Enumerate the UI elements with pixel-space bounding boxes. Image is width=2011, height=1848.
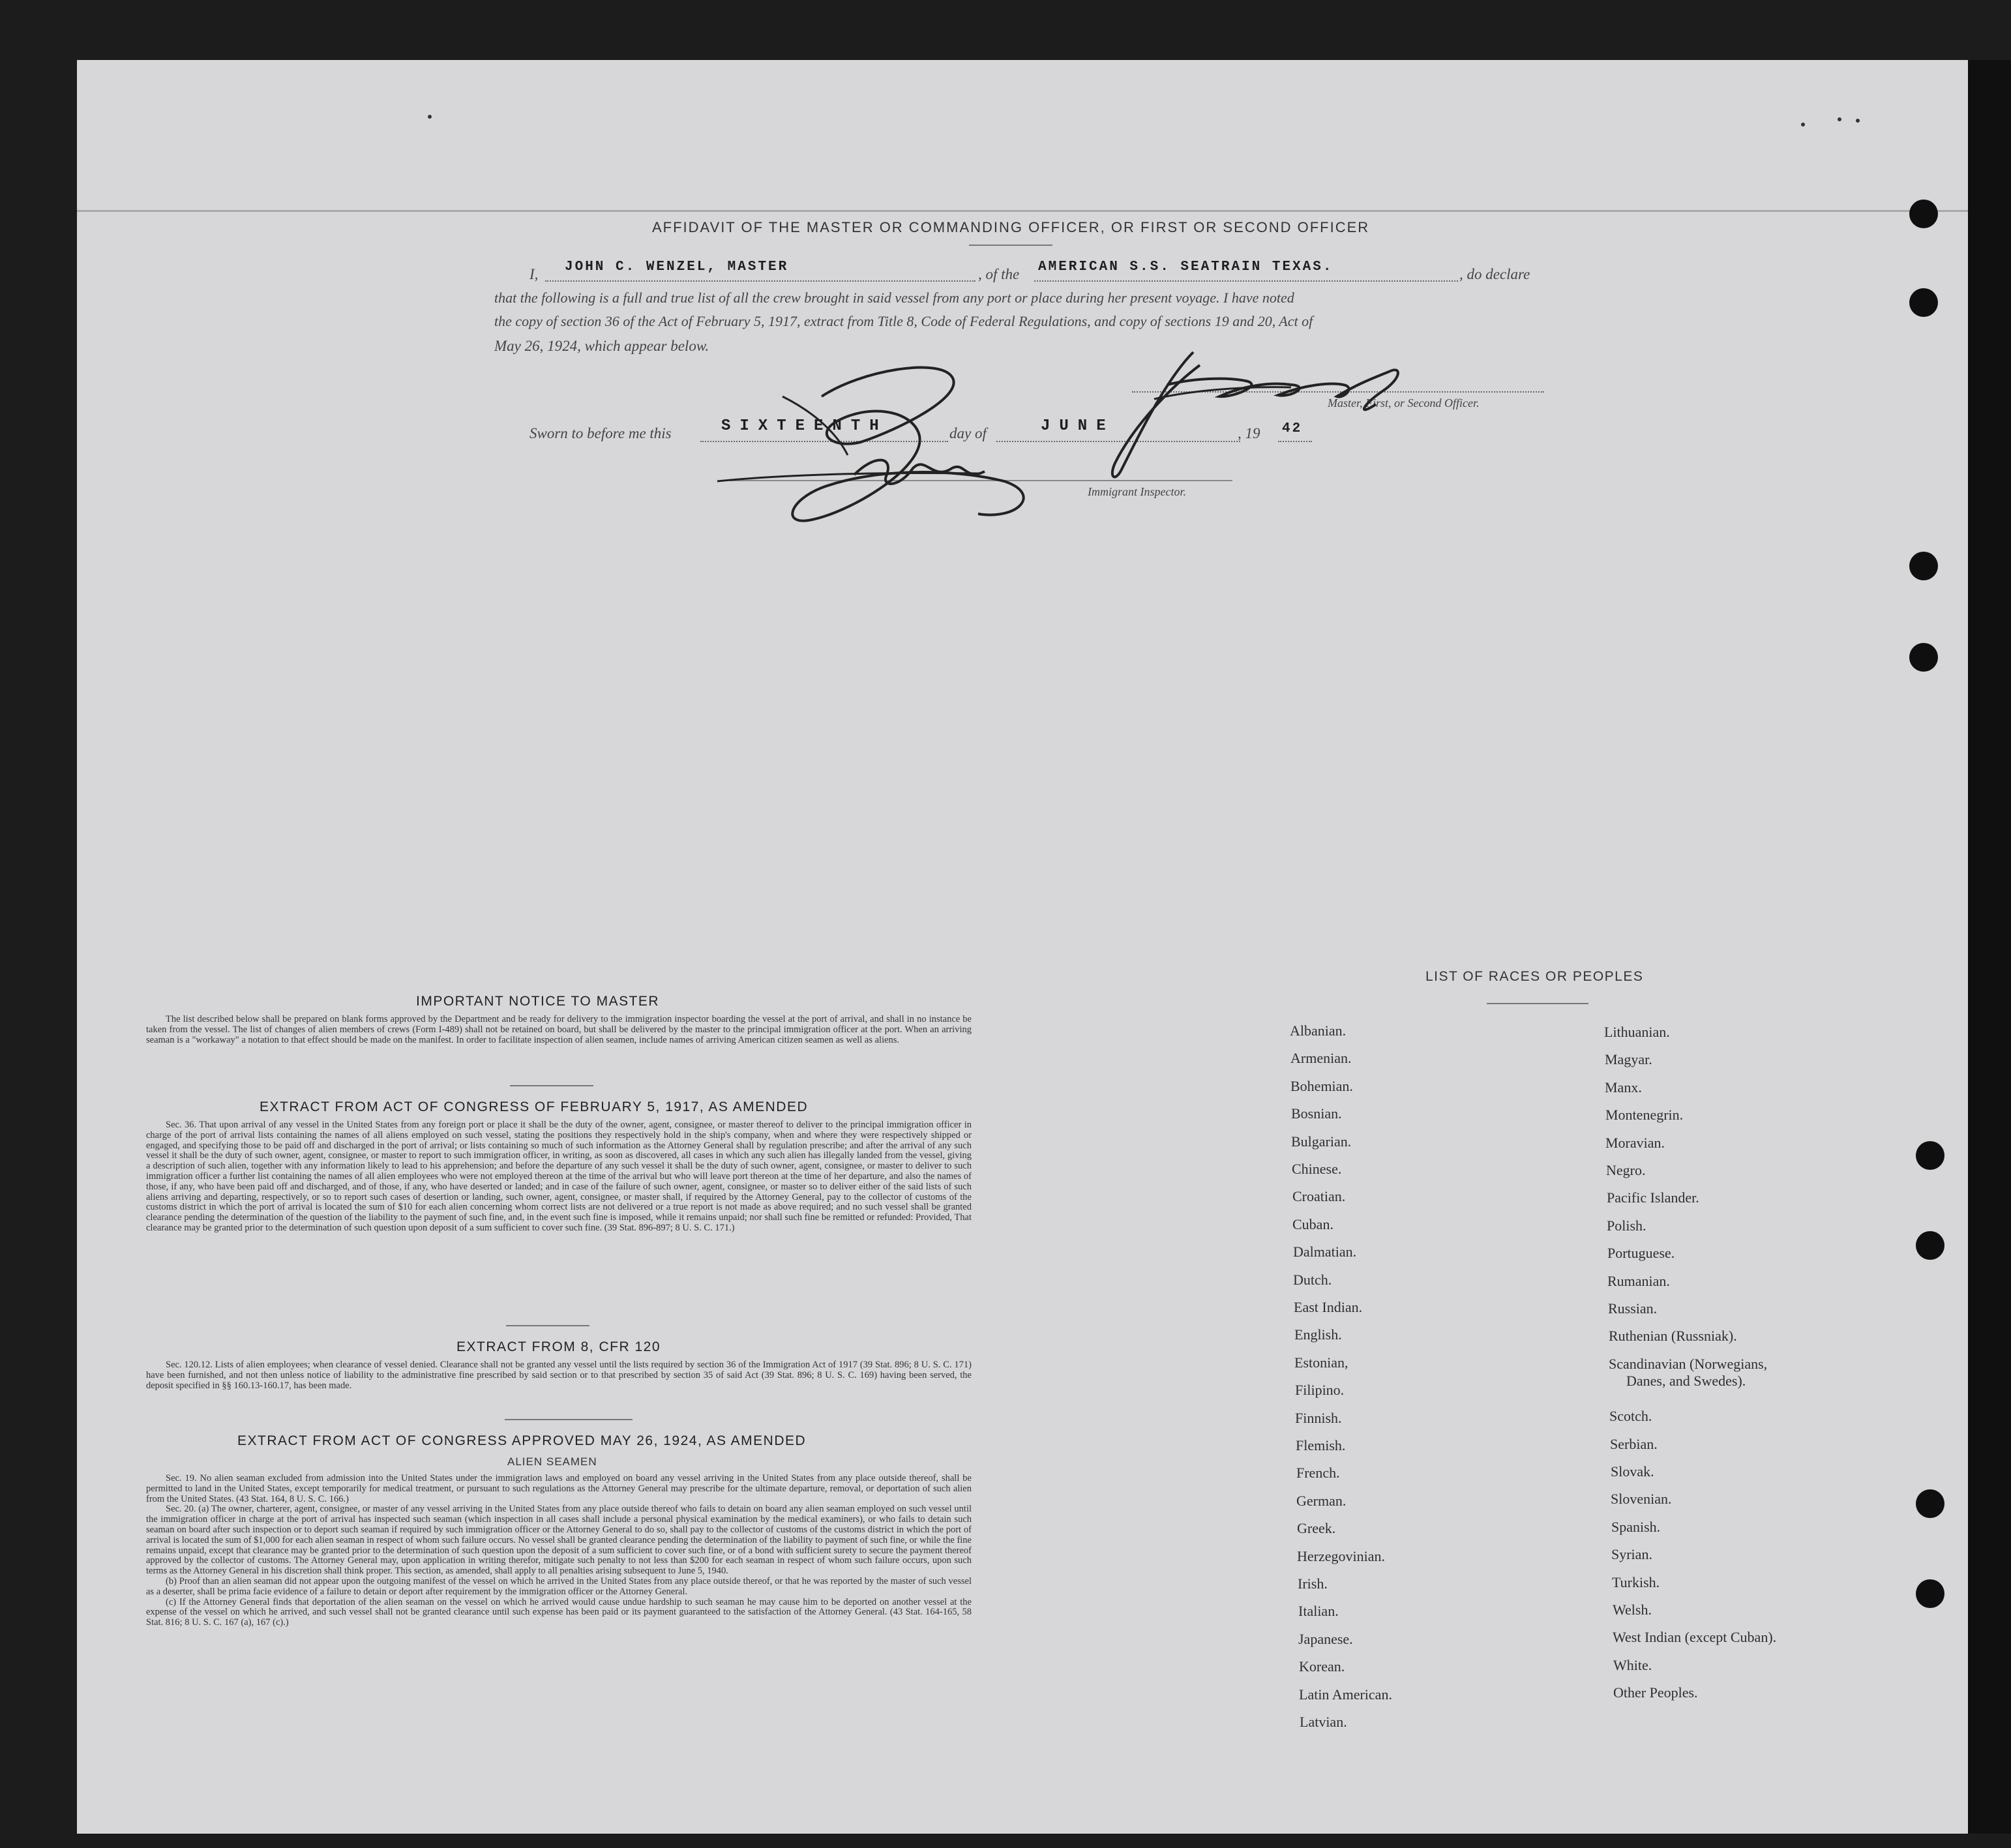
sworn-day: SIXTEENTH bbox=[721, 417, 888, 435]
section-divider bbox=[510, 1085, 593, 1086]
scan-speck bbox=[1856, 119, 1860, 123]
punch-hole bbox=[1916, 1141, 1944, 1170]
race-item: Turkish. bbox=[1612, 1573, 1660, 1590]
race-item: Filipino. bbox=[1295, 1382, 1345, 1399]
punch-hole bbox=[1909, 643, 1938, 672]
scan-speck bbox=[1838, 117, 1841, 121]
inspector-caption: Immigrant Inspector. bbox=[1088, 485, 1186, 498]
race-item: Danes, and Swedes). bbox=[1626, 1372, 1746, 1389]
affidavit-line-2: that the following is a full and true list of all the crew brought in said vessel from any port or place during her present voyage. I have noted bbox=[494, 290, 1294, 306]
race-item: German. bbox=[1296, 1492, 1347, 1509]
race-item: Albanian. bbox=[1290, 1022, 1347, 1039]
sec20a-paragraph: Sec. 20. (a) The owner, charterer, agent, consignee, or master of any vessel arriving in the United States from any place outside thereof who fails to detain on board any alien seaman employed on such vessel until the immigration officer in charge at the port of arrival has inspected such seaman (which inspection in all cases shall include a personal physical examination by the medical examiners), or who fails to detain such seaman on board after such inspection or to deport such seaman if required by such immigration officer or the Attorney General to do so, shall pay to the collector of customs of the customs district in which the port of arrival is located the sum of $1,000 for each alien seaman in respect of whom such failure occurs. No vessel shall be granted clearance pending the determination of the liability to payment of such fine, or while the fine remains unpaid, except that clearance may be granted prior to the determination of such question upon the deposit of a sum sufficient to cover such fine, or of a bond with sufficient surety to secure the payment thereof approved by the collector of customs. The Attorney General may, upon application in writing therefor, mitigate such penalty to not less than $200 for each seaman in respect of whom such failure occurs, upon such terms as the Attorney General in his discretion shall think proper. This section, as amended, shall apply to all penalties arising subsequent to June 5, 1940. bbox=[146, 1504, 972, 1577]
sec36-paragraph: Sec. 36. That upon arrival of any vessel in the United States from any foreign port or place it shall be the duty of the owner, agent, consignee, or master thereof to deliver to the principal immigration officer in charge of the port of arrival lists containing the names of all aliens employed on such vessel, stating the positions they respectively hold in the ship's company, when and where they were respectively shipped or engaged, and specifying those to be paid off and discharged in the port of arrival; or lists containing so much of such information as the Attorney General shall by regulation prescribe; and after the arrival of any such vessel it shall be the duty of such owner, agent, consignee, or master to report to such immigration officer, in writing, as soon as discovered, all cases in which any such alien has illegally landed from the vessel, giving a description of such alien, together with any information likely to lead to his apprehension; and before the departure of any such vessel it shall be the duty of such owner, agent, consignee, or master to deliver to such immigration officer a further list containing the names of all alien employees who were not employed thereon at the time of the arrival but who will leave port thereon at the time of her departure, and also the names of those, if any, who have been paid off and discharged, and of those, if any, who have deserted or landed; and in case of the failure of such owner, agent, consignee, or master so to deliver either of the said lists of such aliens arriving and departing, respectively, or so to report such cases of desertion or landing, such owner, agent, consignee, or master shall, if required by the Attorney General, pay to the collector of customs of the customs district in which the port of arrival is located the sum of $10 for each alien concerning whom correct lists are not delivered or a true report is not made as above required; and no such vessel shall be granted clearance pending the determination of the question of the liability to the payment of such fine, and, in the event such fine is imposed, while it remains unpaid; nor shall such fine be remitted or refunded: Provided, That clearance may be granted prior to the determination of such question upon deposit of a sum sufficient to cover such fine. (39 Stat. 896-897; 8 U. S. C. 171.) bbox=[146, 1120, 972, 1233]
section-divider bbox=[505, 1419, 633, 1420]
sec120-paragraph: Sec. 120.12. Lists of alien employees; when clearance of vessel denied. Clearance shall not be granted any vessel until the lists required by section 36 of the Immigration Act of 1917 (39 Stat. 896; 8 U. S. C. 171) have been furnished, and not then unless notice of liability to the administrative fine prescribed by said section or to that prescribed by section 35 of said Act (39 Stat. 896; 8 U. S. C. 169) having been served, the deposit specified in §§ 160.13-160.17, has been made. bbox=[146, 1360, 972, 1391]
race-item: Polish. bbox=[1607, 1217, 1646, 1234]
race-item: Russian. bbox=[1608, 1300, 1658, 1317]
race-item: Magyar. bbox=[1605, 1051, 1652, 1068]
race-item: Manx. bbox=[1605, 1079, 1642, 1095]
race-item: Armenian. bbox=[1290, 1050, 1352, 1067]
race-item: French. bbox=[1296, 1465, 1340, 1482]
extract-cfr-title: EXTRACT FROM 8, CFR 120 bbox=[456, 1339, 661, 1354]
race-item: Italian. bbox=[1298, 1603, 1339, 1620]
race-item: Croatian. bbox=[1292, 1188, 1346, 1205]
notice-body bbox=[146, 1015, 972, 1045]
scan-speck bbox=[428, 115, 432, 119]
sec19-paragraph: Sec. 19. No alien seaman excluded from admission into the United States under the immigration laws and employed on board any vessel arriving in the United States from any place outside thereof, shall be permitted to land in the United States, except temporarily for medical treatment, or pursuant to such regulations as the Attorney General may prescribe for the ultimate departure, removal, or deportation of such alien from the United States. (43 Stat. 164, 8 U. S. C. 166.) bbox=[146, 1473, 972, 1504]
race-item: Syrian. bbox=[1611, 1546, 1652, 1563]
officer-caption: Master, First, or Second Officer. bbox=[1328, 396, 1480, 410]
race-item: Portuguese. bbox=[1607, 1245, 1675, 1262]
punch-hole bbox=[1909, 200, 1938, 228]
race-item: Flemish. bbox=[1296, 1437, 1346, 1453]
races-title: LIST OF RACES OR PEOPLES bbox=[1425, 969, 1644, 984]
title-underline bbox=[969, 245, 1052, 246]
affidavit-line-4: May 26, 1924, which appear below. bbox=[494, 338, 709, 354]
extract-1924-subtitle: ALIEN SEAMEN bbox=[507, 1455, 597, 1468]
affidavit-line-3: the copy of section 36 of the Act of February 5, 1917, extract from Title 8, Code of Federal Regulations, and copy of sections 19 and 20, Act of bbox=[494, 313, 1313, 329]
race-item: Ruthenian (Russniak). bbox=[1609, 1328, 1737, 1345]
section-divider bbox=[506, 1325, 589, 1326]
race-item: Herzegovinian. bbox=[1297, 1547, 1385, 1564]
top-fold-line bbox=[77, 210, 1968, 212]
year-suffix: 42 bbox=[1282, 421, 1303, 436]
year-prefix: , 19 bbox=[1238, 425, 1260, 441]
race-item: Serbian. bbox=[1610, 1435, 1658, 1452]
race-item: Korean. bbox=[1299, 1658, 1345, 1675]
extract-cfr-body bbox=[146, 1360, 972, 1391]
notice-title: IMPORTANT NOTICE TO MASTER bbox=[416, 994, 660, 1009]
sec20b-paragraph: (b) Proof than an alien seaman did not appear upon the outgoing manifest of the vessel on which he arrived in the United States from any place outside thereof, or that he was reported by the master of such vessel as a deserter, shall be prima facie evidence of a failure to detain or deport after requirement by the immigration officer or the Attorney General. bbox=[146, 1575, 972, 1597]
of-the-label: , of the bbox=[978, 266, 1020, 282]
race-item: Bohemian. bbox=[1290, 1077, 1353, 1094]
race-item: Spanish. bbox=[1611, 1518, 1661, 1535]
race-item: Bulgarian. bbox=[1291, 1133, 1352, 1150]
race-item: White. bbox=[1613, 1656, 1652, 1673]
race-item: Other Peoples. bbox=[1613, 1684, 1698, 1701]
master-name: JOHN C. WENZEL, MASTER bbox=[565, 260, 789, 275]
race-item: Montenegrin. bbox=[1605, 1107, 1684, 1124]
inspector-signature bbox=[704, 357, 1043, 540]
race-item: Finnish. bbox=[1295, 1409, 1342, 1426]
race-item: Greek. bbox=[1297, 1520, 1336, 1537]
races-title-underline bbox=[1487, 1003, 1588, 1004]
sworn-month: JUNE bbox=[1041, 417, 1115, 435]
race-item: Dalmatian. bbox=[1293, 1244, 1357, 1260]
race-item: East Indian. bbox=[1294, 1299, 1363, 1315]
race-item: Estonian, bbox=[1294, 1354, 1348, 1371]
scan-speck bbox=[1801, 123, 1805, 127]
punch-hole bbox=[1909, 552, 1938, 580]
race-item: English. bbox=[1294, 1326, 1342, 1343]
race-item: Pacific Islander. bbox=[1607, 1189, 1699, 1206]
extract-1924-title: EXTRACT FROM ACT OF CONGRESS APPROVED MAY 26, 1924, AS AMENDED bbox=[237, 1433, 807, 1448]
race-item: Lithuanian. bbox=[1604, 1024, 1670, 1040]
race-item: West Indian (except Cuban). bbox=[1613, 1629, 1777, 1646]
notice-paragraph: The list described below shall be prepared on blank forms approved by the Department and be ready for delivery to the immigration inspector boarding the vessel at the port of arrival, and shall in no instance be taken from the vessel. The list of changes of alien members of crews (Form I-489) shall not be retained on board, but shall be delivered by the master to the principal immigration officer at the port. When an arriving seaman is a "workaway" a notation to that effect should be made on the manifest. In order to facilitate inspection of alien seamen, include names of arriving American citizen seamen as well as aliens. bbox=[146, 1014, 972, 1045]
vessel-name: AMERICAN S.S. SEATRAIN TEXAS. bbox=[1038, 260, 1333, 275]
punch-hole bbox=[1916, 1489, 1944, 1518]
master-signature bbox=[1095, 339, 1435, 489]
race-item: Scandinavian (Norwegians, bbox=[1609, 1355, 1768, 1372]
race-item: Japanese. bbox=[1298, 1630, 1353, 1647]
sec20c-paragraph: (c) If the Attorney General finds that deportation of the alien seaman on the vessel on which he arrived would cause undue hardship to such seaman he may cause him to be deported on another vessel at the expense of the vessel on which he arrived, and such vessel shall not be granted clearance until such expense has been paid or its payment guaranteed to the satisfaction of the Attorney General. (43 Stat. 164-165, 58 Stat. 816; 8 U. S. C. 167 (a), 167 (c).) bbox=[146, 1596, 972, 1628]
vessel-line bbox=[1034, 280, 1458, 282]
affidavit-intro: I, bbox=[529, 266, 539, 282]
affidavit-title: AFFIDAVIT OF THE MASTER OR COMMANDING OFFICER, OR FIRST OR SECOND OFFICER bbox=[652, 219, 1370, 235]
race-item: Moravian. bbox=[1605, 1134, 1665, 1151]
punch-hole bbox=[1909, 288, 1938, 317]
race-item: Latvian. bbox=[1300, 1714, 1347, 1730]
do-declare-label: , do declare bbox=[1459, 266, 1530, 282]
race-item: Scotch. bbox=[1609, 1408, 1652, 1425]
master-name-line bbox=[545, 280, 976, 282]
extract-1924-body bbox=[146, 1474, 972, 1628]
race-item: Welsh. bbox=[1613, 1602, 1652, 1618]
race-item: Latin American. bbox=[1299, 1686, 1392, 1703]
punch-hole bbox=[1916, 1579, 1944, 1608]
race-item: Rumanian. bbox=[1607, 1272, 1670, 1289]
sworn-label: Sworn to before me this bbox=[529, 425, 672, 441]
extract-1917-title: EXTRACT FROM ACT OF CONGRESS OF FEBRUARY 5, 1917, AS AMENDED bbox=[260, 1099, 809, 1114]
race-item: Negro. bbox=[1606, 1162, 1646, 1178]
punch-hole bbox=[1916, 1231, 1944, 1260]
race-item: Irish. bbox=[1298, 1575, 1328, 1592]
extract-1917-body bbox=[146, 1120, 972, 1234]
race-item: Cuban. bbox=[1292, 1215, 1333, 1232]
race-item: Dutch. bbox=[1293, 1271, 1332, 1288]
race-item: Bosnian. bbox=[1291, 1105, 1342, 1122]
race-item: Slovak. bbox=[1611, 1463, 1654, 1480]
race-item: Chinese. bbox=[1292, 1161, 1342, 1177]
scan-border bbox=[1968, 60, 2011, 1834]
race-item: Slovenian. bbox=[1611, 1491, 1672, 1508]
day-of-label: day of bbox=[949, 425, 987, 441]
